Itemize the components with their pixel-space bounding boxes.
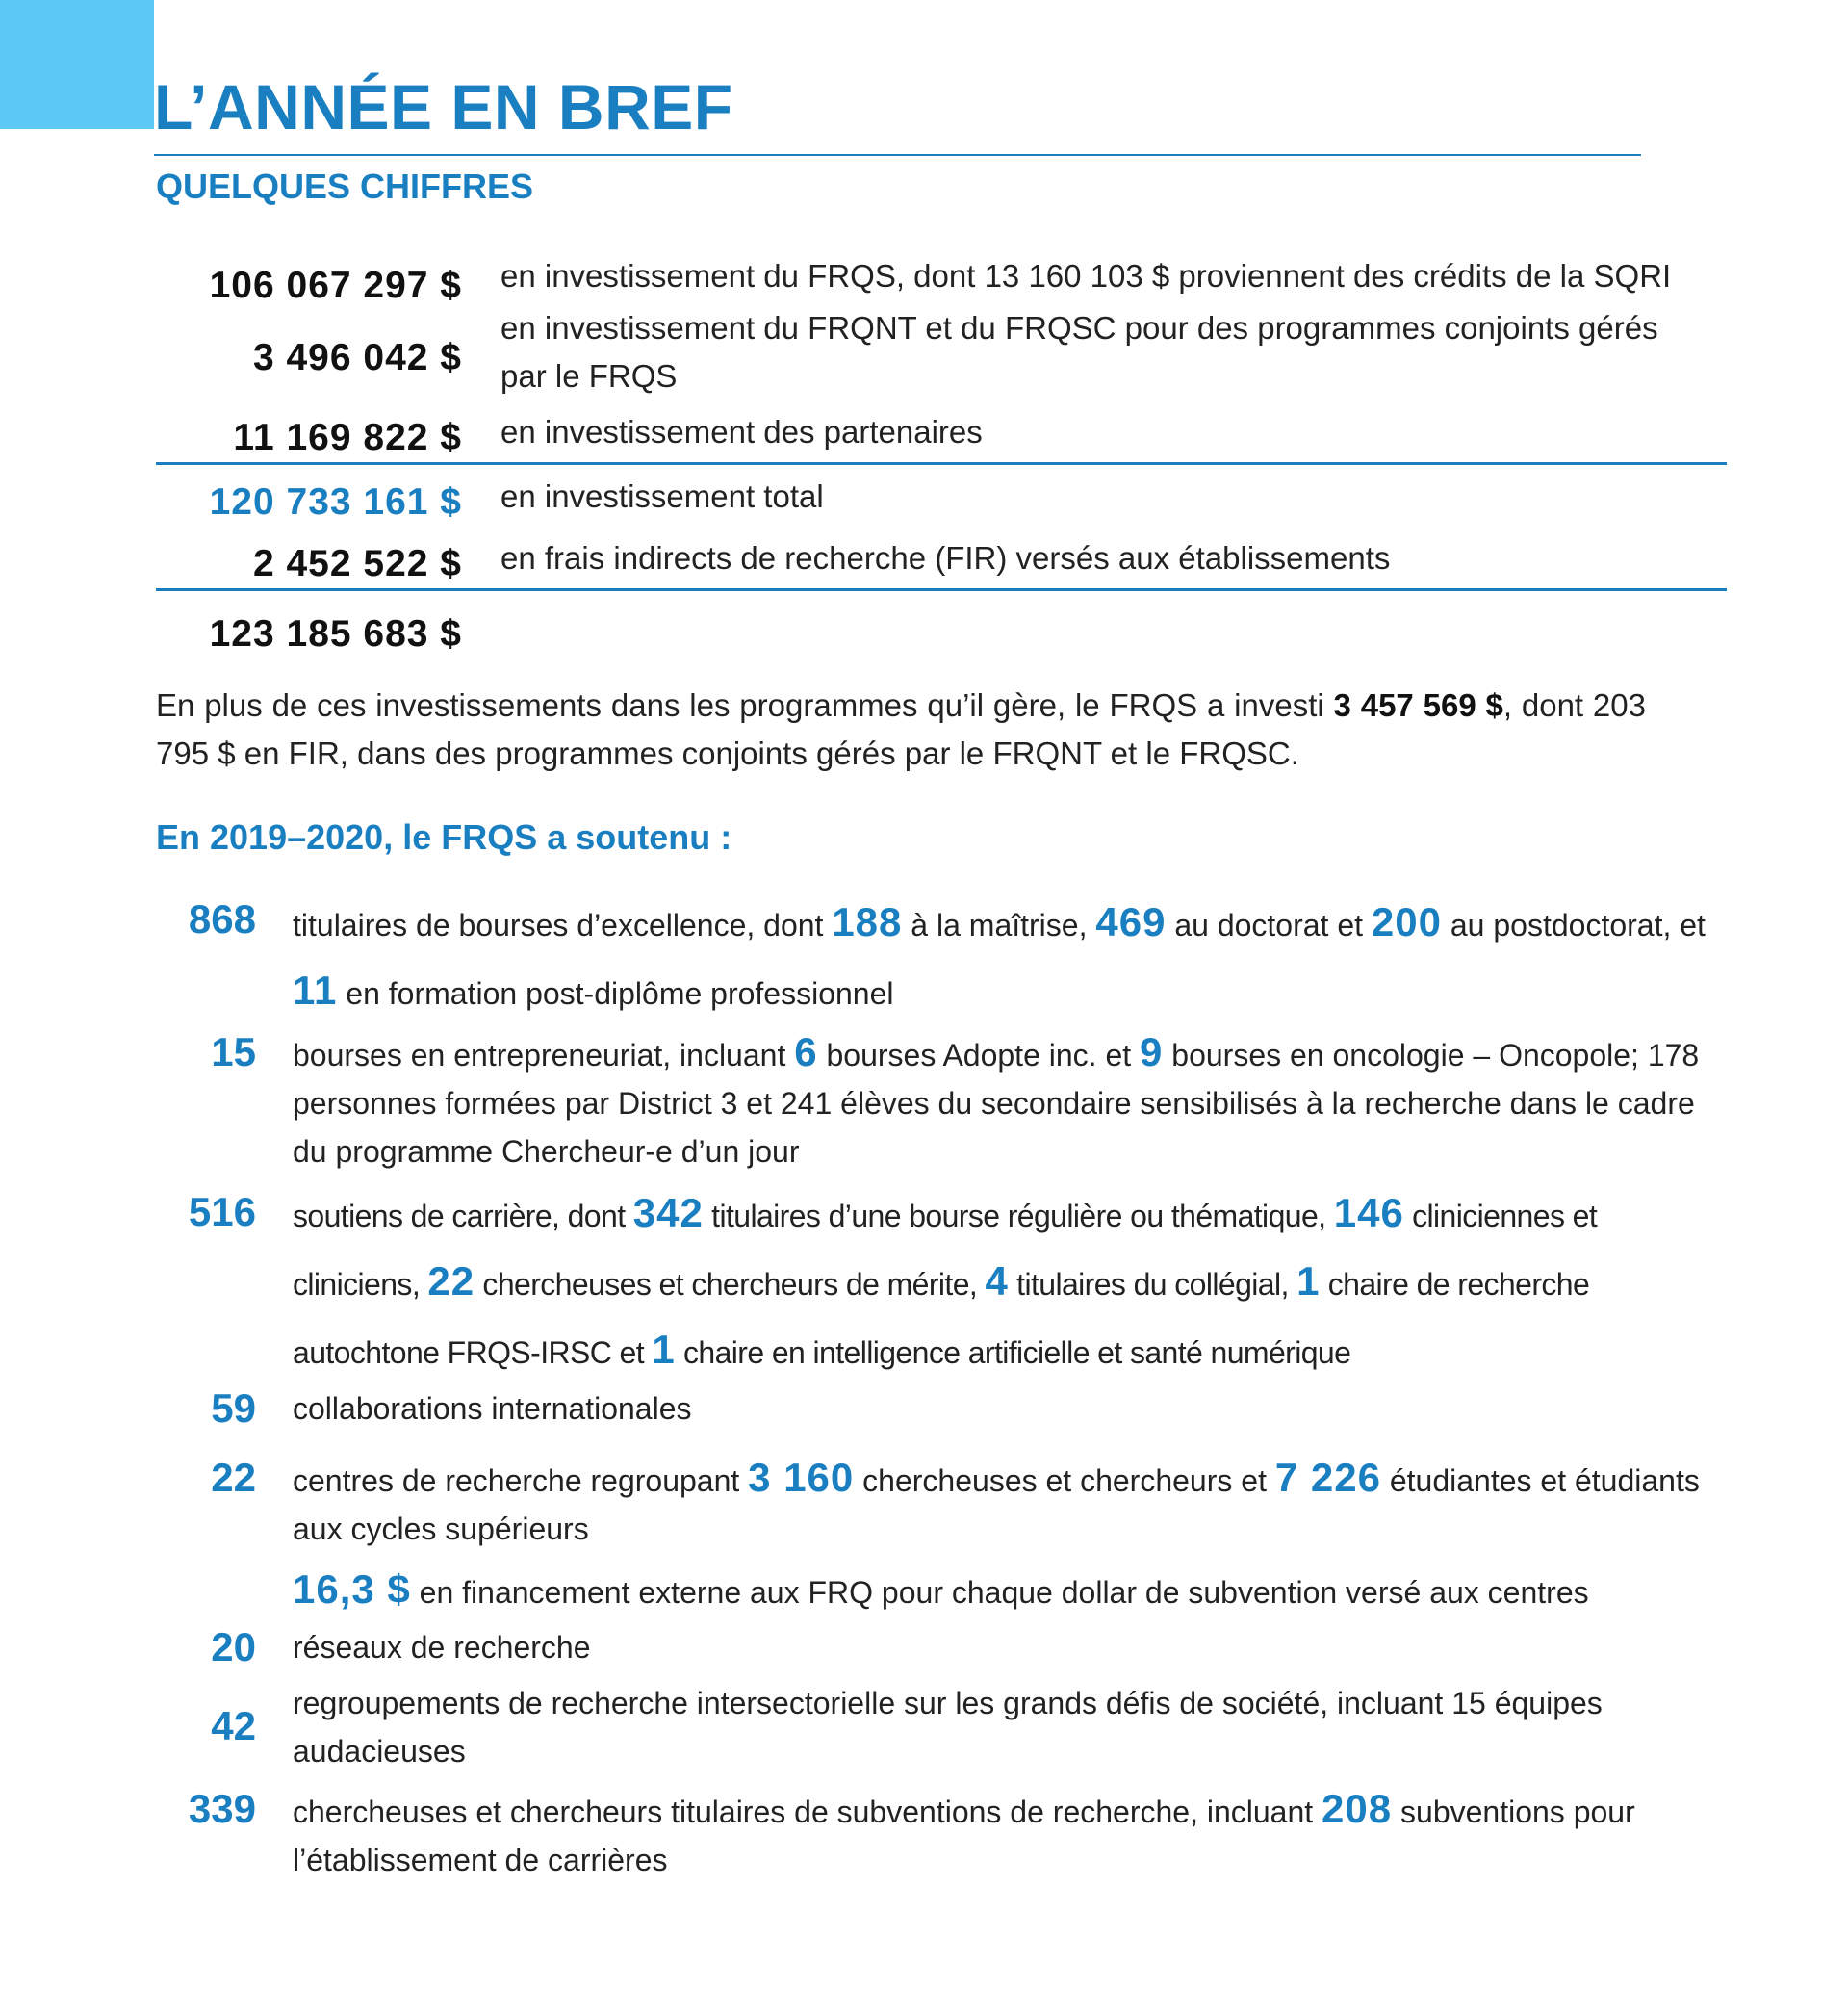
stat-text-part: titulaires du collégial, (1008, 1267, 1297, 1302)
amount-description: en investissement total (500, 478, 824, 514)
amount-row (156, 252, 1725, 304)
stat-text (293, 1785, 1727, 1884)
stat-inline-number: 11 (293, 968, 338, 1013)
stat-inline-number: 200 (1371, 899, 1442, 944)
amount-row (156, 304, 1725, 408)
stat-item (156, 1785, 1734, 1891)
stat-text-part: chercheuses et chercheurs titulaires de subventions de recherche, incluant (293, 1795, 1322, 1829)
stat-number: 20 (211, 1624, 256, 1669)
stat-inline-number: 7 226 (1274, 1455, 1381, 1500)
amount-value: 106 067 297 $ (209, 265, 462, 306)
stat-text-part: chaire de recherche autochtone FRQS-IRSC et (293, 1267, 1590, 1370)
amount-value: 2 452 522 $ (252, 543, 462, 584)
title-divider (154, 154, 1641, 156)
stat-text (293, 1679, 1727, 1775)
stat-text (293, 890, 1727, 1026)
stat-text (293, 1384, 1727, 1433)
stat-item (156, 1623, 1734, 1679)
stat-text-part: étudiantes et étudiants aux cycles supérieurs (293, 1463, 1700, 1546)
stat-text-part: réseaux de recherche (293, 1630, 591, 1665)
amount-total-value: 120 733 161 $ (209, 481, 462, 523)
stat-text (293, 1454, 1727, 1553)
stat-item (156, 1188, 1734, 1384)
stat-text-part: bourses en entrepreneuriat, incluant (293, 1038, 795, 1073)
additional-investment-paragraph (156, 682, 1646, 778)
stat-inline-number: 188 (832, 899, 903, 944)
stat-number: 22 (211, 1455, 256, 1500)
amount-divider (156, 588, 1727, 591)
stat-text-part: bourses Adopte inc. et (817, 1038, 1141, 1073)
stat-text-part: chercheuses et chercheurs de mérite, (475, 1267, 986, 1302)
stat-item (156, 1028, 1734, 1188)
paragraph-text: En plus de ces investissements dans les programmes qu’il gère, le FRQS a investi (156, 687, 1334, 723)
stat-item (156, 1679, 1734, 1785)
stat-inline-number: 16,3 $ (293, 1566, 411, 1612)
stat-text-part: au doctorat et (1166, 908, 1372, 943)
amount-row (156, 534, 1725, 588)
stat-text (293, 1623, 1727, 1671)
stat-inline-number: 6 (794, 1029, 818, 1074)
stat-item (156, 1565, 1734, 1623)
stat-text-part: titulaires de bourses d’excellence, dont (293, 908, 833, 943)
stat-item (156, 895, 1734, 1028)
stat-text-part: au postdoctorat, et (1441, 908, 1706, 943)
stat-inline-number: 1 (1296, 1258, 1321, 1304)
stat-number: 42 (211, 1703, 256, 1748)
stat-text (293, 1565, 1727, 1616)
stat-text-part: bourses en oncologie – Oncopole; 178 personnes formées par District 3 et 241 élèves du secondaire sensibilisés à la recherche dans le cadre du programme Chercheur-e d’un jour (293, 1038, 1700, 1169)
amount-value: 3 496 042 $ (252, 337, 462, 378)
stat-text-part: regroupements de recherche intersectorielle sur les grands défis de société, incluant 15 équipes audacieuses (293, 1686, 1603, 1769)
stat-text-part: subventions pour l’établissement de carrières (293, 1795, 1635, 1877)
stat-item (156, 1384, 1734, 1454)
stat-inline-number: 22 (427, 1258, 475, 1304)
amount-description: en investissement du FRQNT et du FRQSC pour des programmes conjoints gérés par le FRQS (500, 310, 1658, 394)
corner-accent-block (0, 0, 154, 129)
stat-text-part: en financement externe aux FRQ pour chaque dollar de subvention versé aux centres (410, 1575, 1589, 1610)
stat-text-part: titulaires d’une bourse régulière ou thématique, (703, 1199, 1334, 1233)
amount-row (156, 408, 1725, 462)
stat-text-part: collaborations internationales (293, 1391, 692, 1426)
stat-inline-number: 9 (1140, 1029, 1164, 1074)
amount-grand-total: 123 185 683 $ (209, 613, 462, 655)
stat-text-part: soutiens de carrière, dont (293, 1199, 633, 1233)
amount-description: en investissement des partenaires (500, 414, 983, 450)
stat-inline-number: 469 (1095, 899, 1167, 944)
stat-text-part: à la maîtrise, (902, 908, 1096, 943)
stat-text (293, 1028, 1727, 1176)
stat-text-part: chaire en intelligence artificielle et santé numérique (675, 1335, 1351, 1370)
amount-description: en frais indirects de recherche (FIR) versés aux établissements (500, 540, 1391, 576)
stat-item (156, 1454, 1734, 1565)
stat-number: 59 (211, 1385, 256, 1431)
stat-number: 15 (211, 1029, 256, 1074)
stat-inline-number: 208 (1322, 1786, 1393, 1831)
stat-number: 516 (188, 1189, 256, 1234)
section-title: En 2019–2020, le FRQS a soutenu : (156, 817, 732, 857)
stat-inline-number: 4 (985, 1258, 1009, 1304)
stat-number: 339 (188, 1786, 256, 1831)
paragraph-text: , dont 203 795 $ en FIR, dans des programmes conjoints gérés par le FRQNT et le FRQSC. (156, 687, 1646, 771)
stat-inline-number: 146 (1333, 1190, 1404, 1235)
page-subtitle: QUELQUES CHIFFRES (156, 167, 534, 206)
investment-summary (156, 252, 1725, 659)
page-title: L’ANNÉE EN BREF (154, 71, 733, 142)
stat-number: 868 (188, 896, 256, 942)
stat-text (293, 1180, 1727, 1385)
stat-text-part: chercheuses et chercheurs et (854, 1463, 1275, 1498)
amount-row (156, 473, 1725, 534)
stat-inline-number: 1 (652, 1327, 676, 1372)
amount-divider (156, 462, 1727, 465)
stat-inline-number: 3 160 (748, 1455, 855, 1500)
amount-value: 11 169 822 $ (233, 417, 462, 458)
stat-text-part: en formation post-diplôme professionnel (337, 976, 894, 1011)
amount-row (156, 601, 1725, 659)
amount-description: en investissement du FRQS, dont 13 160 103 $ proviennent des crédits de la SQRI (500, 258, 1672, 294)
stat-inline-number: 342 (632, 1190, 704, 1235)
support-stats-list (156, 895, 1734, 1891)
stat-text-part: cliniciennes et cliniciens, (293, 1199, 1598, 1302)
stat-text-part: centres de recherche regroupant (293, 1463, 749, 1498)
paragraph-amount: 3 457 569 $ (1333, 687, 1503, 723)
